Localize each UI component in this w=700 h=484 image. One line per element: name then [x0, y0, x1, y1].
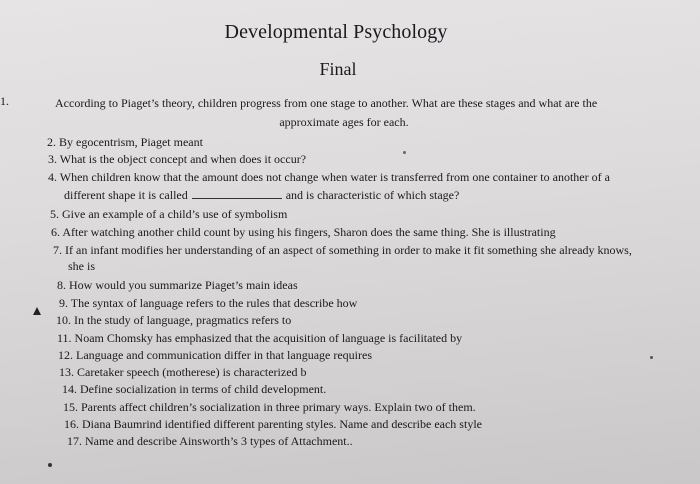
question-4-line-2 — [64, 188, 459, 202]
page-subtitle: Final — [319, 59, 357, 79]
question-7-line-2: she is — [68, 259, 95, 273]
question-4-text-end: and is characteristic of which stage? — [285, 188, 460, 202]
question-5: 5. Give an example of a child’s use of symbolism — [50, 207, 288, 221]
page-title: Developmental Psychology — [224, 21, 448, 43]
question-17: 17. Name and describe Ainsworth’s 3 types of Attachment.. — [67, 434, 353, 448]
speck-mark — [403, 151, 406, 154]
question-16: 16. Diana Baumrind identified different parenting styles. Name and describe each style — [64, 417, 482, 431]
question-11: 11. Noam Chomsky has emphasized that the acquisition of language is facilitated by — [57, 331, 463, 345]
question-2: 2. By egocentrism, Piaget meant — [47, 135, 203, 149]
question-7-line-1: 7. If an infant modifies her understanding of an aspect of something in order to make it fit something she already knows, — [53, 243, 632, 257]
question-4-text-start: different shape it is called — [64, 188, 188, 202]
question-1-number: 1. — [0, 94, 9, 108]
question-9: 9. The syntax of language refers to the rules that describe how — [59, 296, 358, 310]
question-14: 14. Define socialization in terms of child development. — [62, 382, 327, 396]
question-1-line-2: approximate ages for each. — [279, 115, 409, 129]
question-15: 15. Parents affect children’s socialization in three primary ways. Explain two of them. — [63, 400, 476, 414]
question-12: 12. Language and communication differ in that language requires — [58, 348, 373, 362]
question-10: 10. In the study of language, pragmatics refers to — [56, 313, 292, 327]
answer-blank — [192, 188, 282, 199]
question-4-line-1: 4. When children know that the amount does not change when water is transferred from one container to another of a — [48, 170, 610, 184]
arrow-marker-icon — [33, 307, 41, 315]
question-8: 8. How would you summarize Piaget’s main ideas — [57, 278, 298, 292]
question-1-line-1: According to Piaget’s theory, children progress from one stage to another. What are these stages and what are the — [55, 96, 598, 110]
speck-mark — [650, 356, 653, 359]
question-6: 6. After watching another child count by using his fingers, Sharon does the same thing. She is illustrating — [51, 225, 556, 239]
speck-mark — [48, 463, 52, 467]
question-3: 3. What is the object concept and when does it occur? — [48, 152, 307, 166]
question-13: 13. Caretaker speech (motherese) is characterized b — [59, 365, 307, 379]
